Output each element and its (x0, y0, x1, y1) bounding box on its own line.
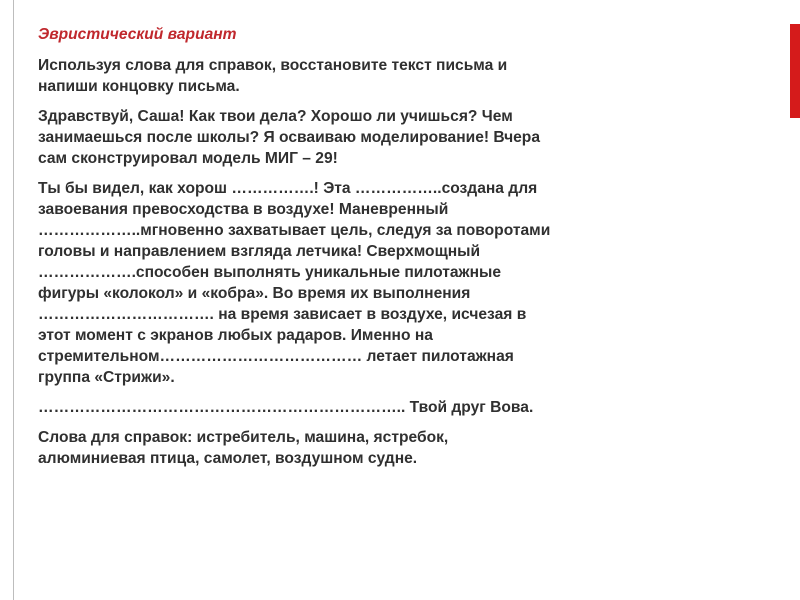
instruction-paragraph: Используя слова для справок, восстановите текст письма и напиши концовку письма. (38, 57, 508, 95)
accent-bar (790, 24, 800, 118)
reference-words-paragraph: Слова для справок: истребитель, машина, ястребок, алюминиевая птица, самолет, воздушном судне. (38, 429, 449, 467)
letter-greeting-paragraph: Здравствуй, Саша! Как твои дела? Хорошо ли учишься? Чем занимаешься после школы? Я осваиваю моделирование! Вчера сам сконструировал модель МИГ – 29! (38, 108, 540, 167)
slide-content (38, 24, 738, 478)
slide-heading: Эвристический вариант (38, 26, 237, 43)
letter-closing-line: …………………………………………………………….. Твой друг Вова. (38, 399, 534, 416)
letter-body-paragraph: Ты бы видел, как хорош …………….! Эта ……………..создана для завоевания превосходства в воздухе! Маневренный ………………..мгновенно захватывает цель, следуя за поворотами головы и направлением взгляда летчика! Сверхмощный ……………….способен выполнять уникальные пилотажные фигуры «колокол» и «кобра». Во время их выполнения ……………………………. на время зависает в воздухе, исчезая в этот момент с экранов любых радаров. Именно на стремительном………………………………… летает пилотажная группа «Стрижи». (38, 180, 551, 386)
left-border-line (13, 0, 14, 600)
